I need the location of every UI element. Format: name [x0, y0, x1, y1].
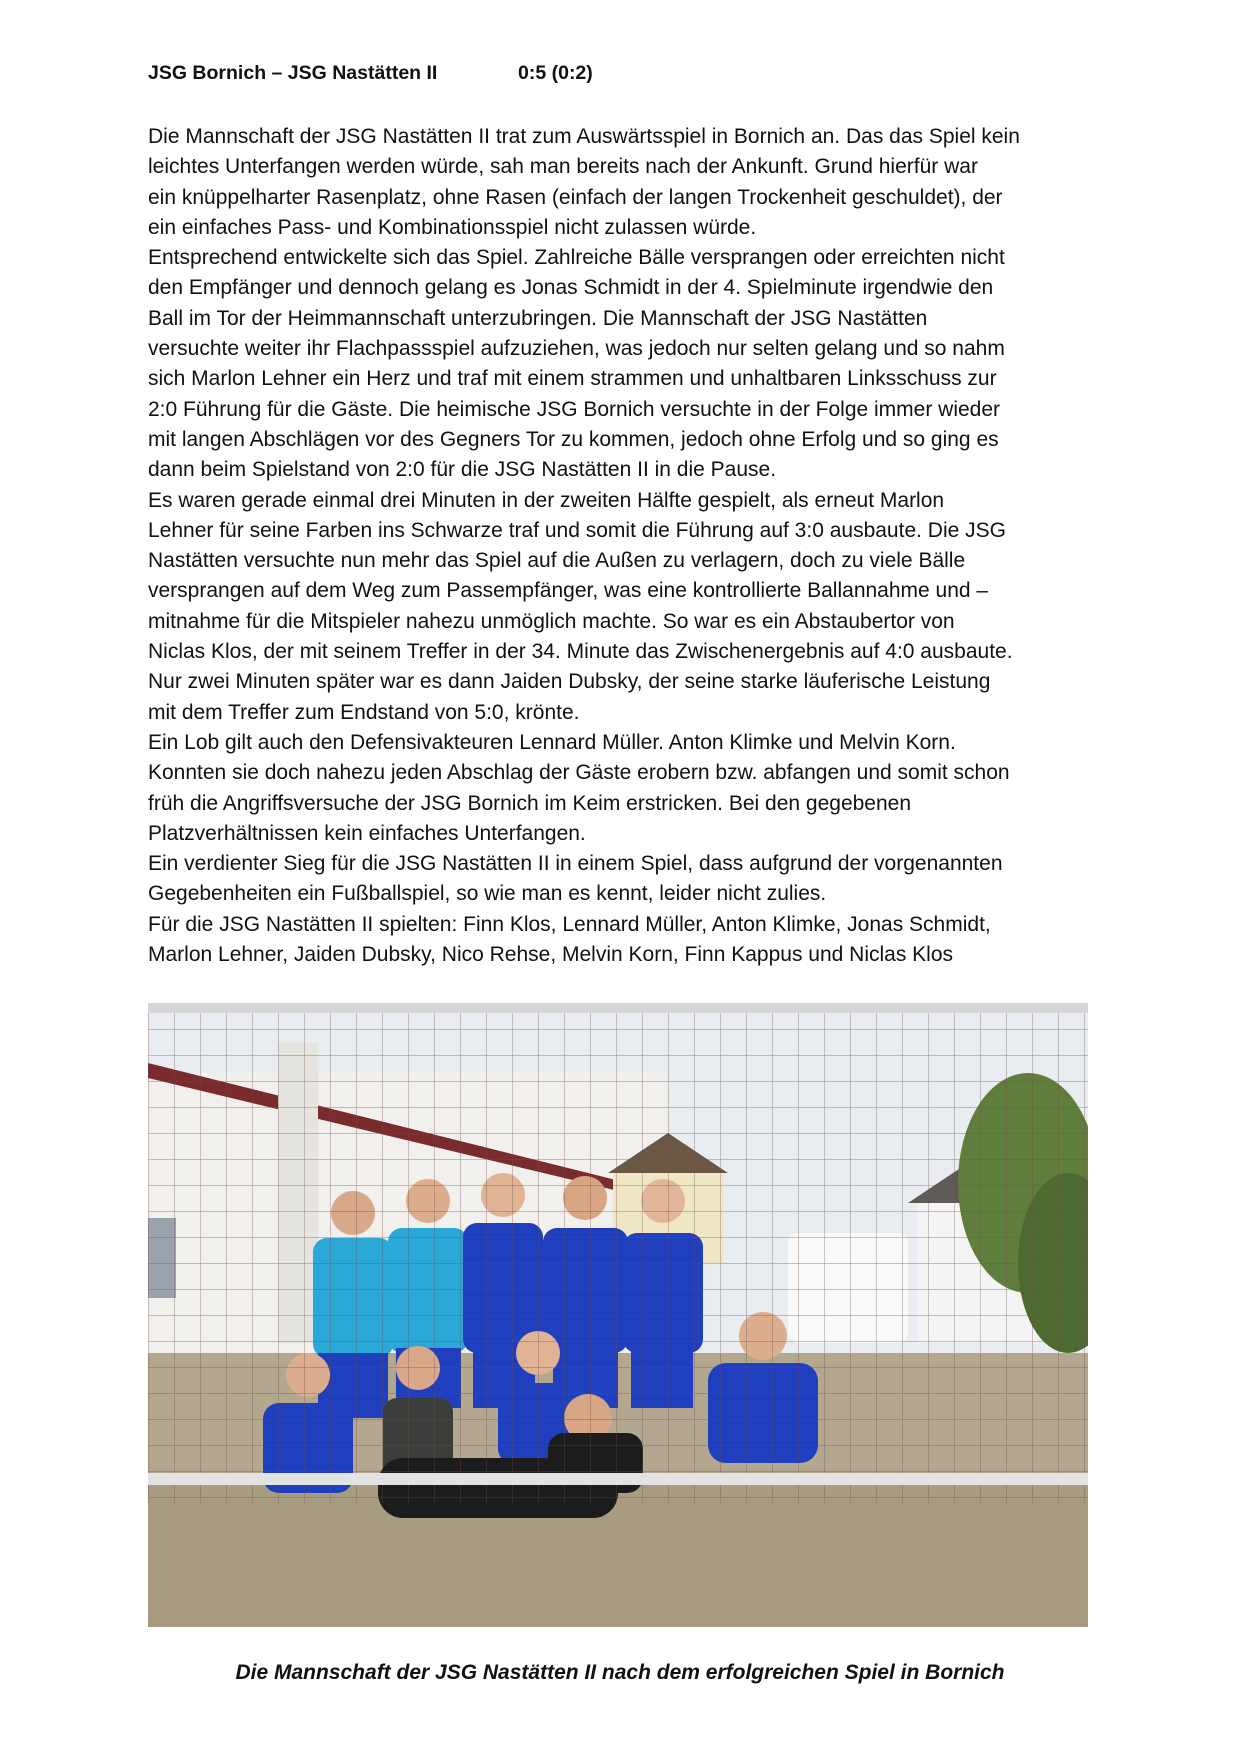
team-photo	[148, 1003, 1088, 1627]
body-line: sich Marlon Lehner ein Herz und traf mit einem strammen und unhaltbaren Linksschuss zur	[148, 367, 997, 391]
team-photo-illustration	[148, 1003, 1088, 1627]
body-line: früh die Angriffsversuche der JSG Bornich im Keim erstricken. Bei den gegebenen	[148, 791, 912, 815]
body-line: Gegebenheiten ein Fußballspiel, so wie man es kennt, leider nicht zulies.	[148, 882, 827, 906]
body-line: Niclas Klos, der mit seinem Treffer in der 34. Minute das Zwischenergebnis auf 4:0 ausbaute.	[148, 640, 1013, 664]
body-line: versuchte weiter ihr Flachpassspiel aufzuziehen, was jedoch nur selten gelang und so nahm	[148, 337, 1005, 361]
body-line: Nastätten versuchte nun mehr das Spiel auf die Außen zu verlagern, doch zu viele Bälle	[148, 549, 966, 573]
body-line: Für die JSG Nastätten II spielten: Finn Klos, Lennard Müller, Anton Klimke, Jonas Schmidt,	[148, 912, 991, 936]
body-line: mitnahme für die Mitspieler nahezu unmöglich machte. So war es ein Abstaubertor von	[148, 609, 955, 633]
body-line: Die Mannschaft der JSG Nastätten II trat zum Auswärtsspiel in Bornich an. Das das Spiel kein	[148, 125, 1020, 148]
body-line: ein einfaches Pass- und Kombinationsspiel nicht zulassen würde.	[148, 215, 757, 239]
photo-caption: Die Mannschaft der JSG Nastätten II nach dem erfolgreichen Spiel in Bornich	[235, 1661, 1005, 1684]
body-line: mit dem Treffer zum Endstand von 5:0, krönte.	[148, 700, 580, 724]
match-heading	[148, 62, 593, 85]
body-line: leichtes Unterfangen werden würde, sah man bereits nach der Ankunft. Grund hierfür war	[148, 155, 978, 179]
body-line: Ein verdienter Sieg für die JSG Nastätten II in einem Spiel, dass aufgrund der vorgenannten	[148, 852, 1003, 876]
goal-base	[148, 1473, 1088, 1485]
body-line: Platzverhältnissen kein einfaches Unterfangen.	[148, 821, 586, 845]
body-line: Lehner für seine Farben ins Schwarze traf und somit die Führung auf 3:0 ausbaute. Die JSG	[148, 518, 1006, 542]
body-line: Ein Lob gilt auch den Defensivakteuren Lennard Müller. Anton Klimke und Melvin Korn.	[148, 730, 956, 754]
goal-net	[148, 1003, 1088, 1503]
match-score: 0:5 (0:2)	[518, 62, 593, 84]
body-line: Es waren gerade einmal drei Minuten in der zweiten Hälfte gespielt, als erneut Marlon	[148, 488, 945, 512]
body-line: 2:0 Führung für die Gäste. Die heimische JSG Bornich versuchte in der Folge immer wieder	[148, 397, 1001, 421]
match-title: JSG Bornich – JSG Nastätten II	[148, 62, 438, 84]
crossbar	[148, 1003, 1088, 1013]
body-line: Konnten sie doch nahezu jeden Abschlag der Gäste erobern bzw. abfangen und somit schon	[148, 761, 1010, 785]
body-line: dann beim Spielstand von 2:0 für die JSG Nastätten II in die Pause.	[148, 458, 777, 482]
body-line: Nur zwei Minuten später war es dann Jaiden Dubsky, der seine starke läuferische Leistung	[148, 670, 991, 694]
body-line: ein knüppelharter Rasenplatz, ohne Rasen (einfach der langen Trockenheit geschuldet), der	[148, 185, 1003, 209]
body-line: Ball im Tor der Heimmannschaft unterzubringen. Die Mannschaft der JSG Nastätten	[148, 306, 928, 330]
report-body	[148, 122, 1098, 970]
body-line: den Empfänger und dennoch gelang es Jonas Schmidt in der 4. Spielminute irgendwie den	[148, 276, 994, 300]
body-line: versprangen auf dem Weg zum Passempfänger, was eine kontrollierte Ballannahme und –	[148, 579, 989, 603]
body-line: Marlon Lehner, Jaiden Dubsky, Nico Rehse, Melvin Korn, Finn Kappus und Niclas Klos	[148, 943, 954, 967]
body-line: mit langen Abschlägen vor des Gegners Tor zu kommen, jedoch ohne Erfolg und so ging es	[148, 427, 999, 451]
body-line: Entsprechend entwickelte sich das Spiel. Zahlreiche Bälle versprangen oder erreichten nicht	[148, 246, 1005, 270]
